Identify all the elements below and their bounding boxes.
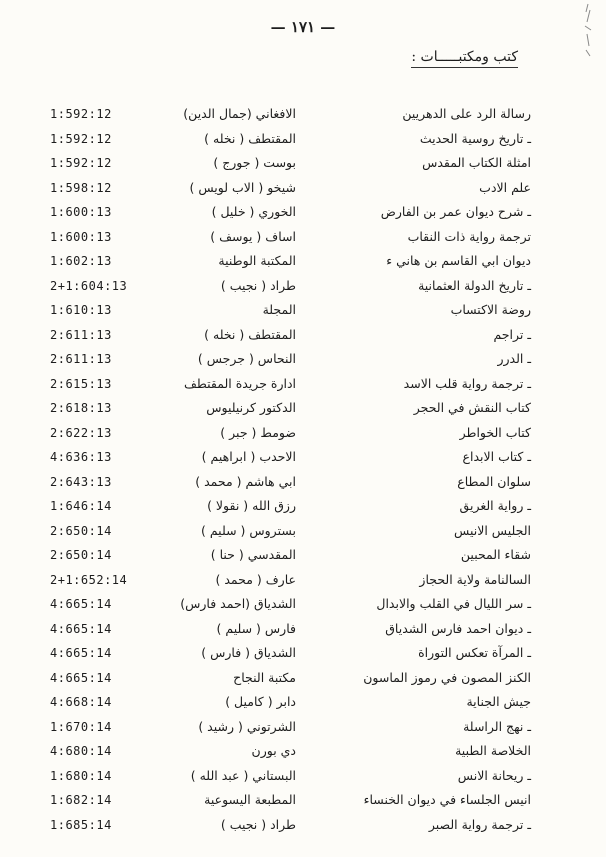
- margin-scribble: [580, 0, 596, 60]
- list-item: [0, 813, 606, 838]
- entry-reference: 4:636:13: [50, 450, 112, 464]
- entry-reference: 1:680:14: [50, 768, 112, 783]
- list-item: [0, 445, 606, 470]
- entry-author: المقتطف ( نخله ): [204, 326, 296, 342]
- entry-title: ـ تاريخ الدولة العثمانية: [418, 277, 531, 293]
- entry-reference: 4:665:14: [50, 670, 112, 685]
- entry-title: ـ كتاب الابداع: [462, 449, 531, 464]
- entry-reference: 2+1:652:14: [50, 572, 128, 587]
- entry-author: مكتبة النجاح: [233, 669, 296, 685]
- entry-reference: 4:668:14: [50, 695, 112, 709]
- list-item: [0, 568, 606, 593]
- list-item: [0, 764, 606, 789]
- entry-title: السالنامة ولاية الحجاز: [419, 571, 531, 587]
- list-item: [0, 543, 606, 568]
- entry-reference: 1:598:12: [50, 180, 112, 195]
- entry-reference: 1:685:14: [50, 817, 112, 832]
- entry-title: كتاب الخواطر: [459, 424, 531, 440]
- entry-reference: 1:592:12: [50, 107, 112, 121]
- entry-reference: 1:600:13: [50, 229, 112, 244]
- entry-author: فارس ( سليم ): [216, 620, 296, 636]
- entry-title: سلوان المطاع: [457, 473, 531, 489]
- list-item: [0, 396, 606, 421]
- list-item: [0, 666, 606, 691]
- entry-reference: 1:646:14: [50, 499, 112, 513]
- entry-title: الكنز المصون في رموز الماسون: [363, 669, 531, 685]
- entry-author: دابر ( كاميل ): [225, 694, 296, 709]
- entry-title: ترجمة رواية ذات النقاب: [407, 228, 531, 244]
- entry-author: المقتطف ( نخله ): [204, 130, 296, 146]
- list-item: [0, 200, 606, 225]
- entry-reference: 2:650:14: [50, 523, 112, 538]
- list-item: [0, 176, 606, 201]
- entry-author: اساف ( يوسف ): [210, 228, 296, 244]
- list-item: [0, 102, 606, 127]
- list-item: [0, 715, 606, 740]
- entry-title: علم الادب: [479, 179, 531, 195]
- list-item: [0, 592, 606, 617]
- list-item: [0, 739, 606, 764]
- list-item: [0, 470, 606, 495]
- entry-reference: 2:615:13: [50, 376, 112, 391]
- entry-author: النحاس ( جرجس ): [197, 351, 296, 366]
- list-item: [0, 421, 606, 446]
- entry-title: جيش الجناية: [466, 694, 531, 709]
- list-item: [0, 617, 606, 642]
- list-item: [0, 298, 606, 323]
- entry-reference: 2+1:604:13: [50, 278, 128, 293]
- entry-title: ـ المرآة تعكس التوراة: [418, 645, 531, 660]
- entry-reference: 2:622:13: [50, 425, 112, 440]
- entry-title: امثلة الكتاب المقدس: [422, 155, 531, 170]
- scribble-icon: [580, 0, 596, 60]
- entry-author: المطبعة اليسوعية: [204, 792, 296, 807]
- entry-title: ـ الدرر: [497, 351, 531, 366]
- entry-title: انيس الجلساء في ديوان الخنساء: [363, 792, 531, 807]
- entry-reference: 1:592:12: [50, 156, 112, 170]
- list-item: [0, 249, 606, 274]
- entry-title: ـ ترجمة رواية قلب الاسد: [403, 375, 531, 391]
- entry-author: طراد ( نجيب ): [220, 816, 296, 832]
- entry-reference: 4:665:14: [50, 646, 112, 660]
- entry-reference: 1:602:13: [50, 254, 112, 268]
- entry-reference: 4:665:14: [50, 621, 112, 636]
- list-item: [0, 347, 606, 372]
- entry-author: المقدسي ( حنا ): [210, 547, 296, 562]
- entry-title: ـ تراجم: [493, 326, 531, 342]
- entry-title: ـ نهج الراسلة: [463, 718, 531, 734]
- entry-reference: 1:682:14: [50, 793, 112, 807]
- entry-reference: 4:680:14: [50, 744, 112, 758]
- section-title: كتب ومكتبـــــات :: [411, 49, 518, 68]
- list-item: [0, 519, 606, 544]
- entry-author: ابي هاشم ( محمد ): [195, 473, 296, 489]
- entry-title: الجليس الانيس: [454, 522, 531, 538]
- list-item: [0, 323, 606, 348]
- entry-title: الخلاصة الطبية: [455, 743, 531, 758]
- entry-author: بوست ( جورج ): [213, 155, 296, 170]
- entry-author: دي بورن: [251, 743, 296, 758]
- list-item: [0, 494, 606, 519]
- entries-list: [0, 102, 606, 837]
- entry-author: شيخو ( الاب لويس ): [189, 179, 296, 195]
- entry-reference: 1:600:13: [50, 205, 112, 219]
- page-number: — ١٧١ —: [270, 18, 336, 36]
- list-item: [0, 788, 606, 813]
- list-item: [0, 690, 606, 715]
- entry-title: ـ سر الليال في القلب والابدال: [376, 596, 531, 611]
- entry-reference: 2:618:13: [50, 401, 112, 415]
- list-item: [0, 641, 606, 666]
- entry-title: ديوان ابي القاسم بن هاني ء: [386, 253, 531, 268]
- entry-reference: 4:665:14: [50, 597, 112, 611]
- entry-author: ضومط ( جبر ): [220, 424, 296, 440]
- entry-author: الدكتور كرنيليوس: [206, 400, 296, 415]
- entry-author: الشدياق (احمد فارس): [180, 596, 296, 611]
- entry-author: الافغاني (جمال الدين): [183, 106, 296, 121]
- entry-reference: 2:643:13: [50, 474, 112, 489]
- entry-reference: 2:611:13: [50, 352, 112, 366]
- entry-title: رسالة الرد على الدهريين: [402, 106, 531, 121]
- entry-reference: 1:610:13: [50, 303, 112, 317]
- entry-reference: 2:611:13: [50, 327, 112, 342]
- entry-title: شقاء المحبين: [460, 547, 531, 562]
- entry-title: روضة الاكتساب: [450, 302, 531, 317]
- entry-author: الخوري ( خليل ): [211, 204, 296, 219]
- entry-title: ـ ترجمة رواية الصبر: [428, 816, 531, 832]
- list-item: [0, 225, 606, 250]
- entry-author: الشرتوني ( رشيد ): [198, 718, 296, 734]
- list-item: [0, 127, 606, 152]
- entry-author: البستاني ( عبد الله ): [190, 767, 296, 783]
- list-item: [0, 274, 606, 299]
- entry-title: ـ رواية الغريق: [459, 498, 531, 513]
- entry-author: ادارة جريدة المقتطف: [183, 375, 296, 391]
- list-item: [0, 151, 606, 176]
- entry-author: المكتبة الوطنية: [218, 253, 296, 268]
- entry-title: ـ ديوان احمد فارس الشدياق: [385, 620, 531, 636]
- entry-author: الاحدب ( ابراهيم ): [201, 449, 296, 464]
- entry-author: بستروس ( سليم ): [201, 522, 296, 538]
- entry-title: كتاب النقش في الحجر: [413, 400, 531, 415]
- entry-reference: 1:670:14: [50, 719, 112, 734]
- entry-reference: 1:592:12: [50, 131, 112, 146]
- entry-author: الشدياق ( فارس ): [201, 645, 296, 660]
- entry-author: طراد ( نجيب ): [220, 277, 296, 293]
- entry-author: عارف ( محمد ): [215, 571, 296, 587]
- entry-title: ـ شرح ديوان عمر بن الفارض: [380, 204, 531, 219]
- list-item: [0, 372, 606, 397]
- entry-author: المجلة: [262, 302, 296, 317]
- entry-title: ـ ريحانة الانس: [457, 767, 531, 783]
- entry-title: ـ تاريخ روسية الحديث: [419, 130, 531, 146]
- entry-reference: 2:650:14: [50, 548, 112, 562]
- entry-author: رزق الله ( نقولا ): [207, 498, 296, 513]
